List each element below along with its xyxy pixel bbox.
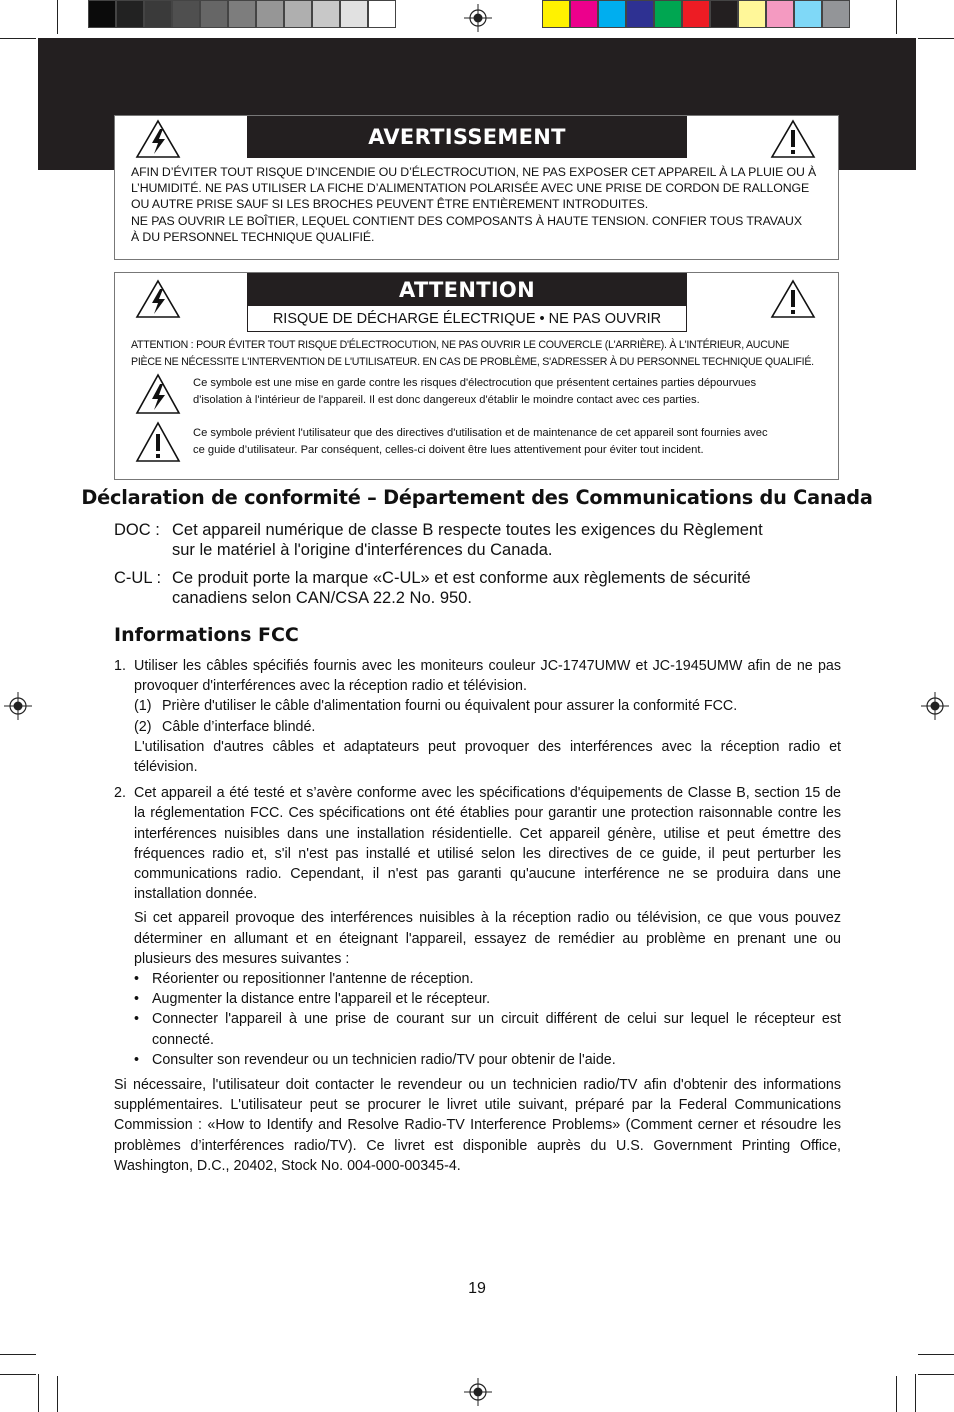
item-number: 1. — [114, 658, 126, 674]
avertissement-line: AFIN D’ÉVITER TOUT RISQUE D’INCENDIE OU D’ÉLECTROCUTION, NE PAS EXPOSER CET APPAREIL À LA PLUIE OU À — [131, 165, 817, 179]
sub-item-number: (2) — [134, 718, 152, 735]
color-swatch — [116, 0, 144, 28]
bullet-text: Augmenter la distance entre l'appareil et le récepteur. — [152, 991, 491, 1008]
color-swatch — [766, 0, 794, 28]
doc-statement — [114, 520, 763, 559]
avertissement-box — [114, 115, 839, 260]
lightning-warning-icon — [135, 119, 181, 159]
avertissement-line: NE PAS OUVRIR LE BOÎTIER, LEQUEL CONTIENT DES COMPOSANTS À HAUTE TENSION. CONFIER TOUS TRAVAUX — [131, 213, 802, 228]
doc-line: sur le matériel à l'origine d'interférences du Canada. — [172, 541, 553, 559]
exclamation-warning-icon — [770, 119, 816, 159]
attention-line: ATTENTION : POUR ÉVITER TOUT RISQUE D'ÉLECTROCUTION, NE PAS OUVRIR LE COUVERCLE (L'ARRIÈRE). À L'INTÉRIEUR, AUCUNE — [131, 339, 790, 351]
crop-mark — [915, 1374, 916, 1412]
registration-mark-icon — [4, 692, 32, 720]
symbol2-line: Ce symbole prévient l'utilisateur que des directives d'utilisation et de maintenance de cet appareil sont fournies avec — [193, 427, 768, 439]
bullet-icon: • — [134, 1011, 140, 1028]
sub-item — [134, 717, 841, 737]
fcc-closing-paragraph: Si nécessaire, l'utilisateur doit contacter le revendeur ou un technicien radio/TV afin d'obtenir des informations supplémentaires. L'utilisateur peut se procurer le livret utile suivant, préparé par la Federal Communications Commission : «How to Identify and Resolve Radio-TV Interference Problems» (Comment cerner et résoudre les problèmes d’interférences radio/TV). Ce livret est disponible auprès du U.S. Government Printing Office, Washington, D.C., 20402, Stock No. 004-000-00345-4. — [114, 1077, 841, 1174]
item-number: 2. — [114, 785, 126, 802]
color-swatch — [822, 0, 850, 28]
bullet-item — [134, 969, 841, 989]
crop-mark — [57, 1376, 58, 1412]
fcc-title: Informations FCC — [114, 624, 299, 646]
crop-mark — [38, 1374, 39, 1412]
bullet-icon: • — [134, 991, 140, 1008]
lightning-warning-icon — [135, 373, 181, 417]
symbol1-line: d'isolation à l'intérieur de l'appareil. Il est donc dangereux d'établir le moindre contact avec ces parties. — [193, 394, 700, 406]
crop-mark — [0, 1374, 36, 1375]
bullet-item — [134, 1050, 841, 1070]
fcc-item-1 — [114, 656, 841, 777]
color-swatch — [312, 0, 340, 28]
crop-mark — [57, 0, 58, 34]
avertissement-line: L’HUMIDITÉ. NE PAS UTILISER LA FICHE D’ALIMENTATION POLARISÉE AVEC UNE PRISE DE CORDON DE RALLONGE — [131, 181, 810, 196]
color-swatch — [626, 0, 654, 28]
bullet-text: Consulter son revendeur ou un technicien radio/TV pour obtenir de l'aide. — [152, 1051, 616, 1068]
color-swatch — [228, 0, 256, 28]
symbol2-description — [193, 425, 818, 459]
color-swatch — [598, 0, 626, 28]
crop-mark — [896, 1376, 897, 1412]
item-text: Utiliser les câbles spécifiés fournis avec les moniteurs couleur JC-1747UMW et JC-1945UMW afin de ne pas provoquer d'interférences avec la réception radio et télévision. — [134, 658, 841, 695]
bullet-icon: • — [134, 1051, 140, 1068]
crop-mark — [918, 1354, 954, 1355]
cul-line: Ce produit porte la marque «C-UL» et est conforme aux règlements de sécurité — [172, 569, 751, 587]
fcc-body — [114, 656, 841, 1176]
sub-item — [134, 696, 841, 716]
gray-calibration-bar — [88, 0, 396, 28]
color-swatch — [172, 0, 200, 28]
item-text: Cet appareil a été testé et s’avère conforme avec les spécifications d'équipements de Classe B, section 15 de la réglementation FCC. Ces spécifications ont été établies pour garantir une protection raisonnable contre les interférences nuisibles dans une installation résidentielle. Cet appareil génère, utilise et peut émettre des fréquences radio et, s'il n'est pas installé et utilisé selon les directives de ce guide, il peut perturber les communications radio. Cependant, il n'est pas garanti qu'aucune interférence ne se produira dans une installation donnée. — [134, 785, 841, 903]
color-swatch — [542, 0, 570, 28]
symbol2-line: ce guide d’utilisateur. Par conséquent, celles-ci doivent être lues attentivement pour éviter tout incident. — [193, 444, 704, 456]
color-swatch — [710, 0, 738, 28]
exclamation-warning-icon — [770, 279, 816, 319]
color-swatch — [368, 0, 396, 28]
symbol1-line: Ce symbole est une mise en garde contre les risques d'électrocution que présentent certaines parties dépourvues — [193, 377, 757, 389]
color-swatch — [88, 0, 116, 28]
color-swatch — [654, 0, 682, 28]
bullet-text: Connecter l'appareil à une prise de courant sur un circuit différent de celui sur lequel le récepteur est connecté. — [152, 1011, 841, 1048]
doc-line: Cet appareil numérique de classe B respecte toutes les exigences du Règlement — [172, 521, 763, 539]
item-text: Si cet appareil provoque des interférences nuisibles à la réception radio ou télévision, ce que vous pouvez déterminer en allumant et en éteignant l'appareil, essayez de remédier au problème en prenant une ou plusieurs des mesures suivantes : — [134, 910, 841, 967]
attention-box — [114, 272, 839, 480]
crop-mark — [0, 1354, 36, 1355]
registration-mark-icon — [464, 4, 492, 32]
avertissement-line: À DU PERSONNEL TECHNIQUE QUALIFIÉ. — [131, 229, 375, 244]
attention-line: PIÈCE NE NÉCESSITE L'INTERVENTION DE L'UTILISATEUR. EN CAS DE PROBLÈME, S'ADRESSER À DU PERSONNEL TECHNIQUE QUALIFIÉ. — [131, 356, 814, 368]
attention-text — [131, 337, 831, 371]
exclamation-warning-icon — [135, 421, 181, 465]
cul-line: canadiens selon CAN/CSA 22.2 No. 950. — [172, 589, 472, 607]
cul-statement — [114, 568, 751, 607]
symbol1-description — [193, 375, 818, 409]
sub-item-number: (1) — [134, 698, 152, 715]
fcc-item-2 — [114, 783, 841, 1070]
crop-mark — [918, 1374, 954, 1375]
page-number: 19 — [468, 1280, 486, 1297]
color-swatch — [340, 0, 368, 28]
crop-mark — [896, 0, 897, 34]
color-swatch — [682, 0, 710, 28]
crop-mark — [918, 38, 954, 39]
color-swatch — [200, 0, 228, 28]
declaration-title: Déclaration de conformité – Département des Communications du Canada — [81, 486, 873, 509]
cul-label: C-UL : — [114, 569, 162, 587]
lightning-warning-icon — [135, 279, 181, 319]
color-swatch — [794, 0, 822, 28]
attention-title: ATTENTION — [247, 273, 687, 306]
bullet-item — [134, 989, 841, 1009]
color-swatch — [256, 0, 284, 28]
color-swatch — [284, 0, 312, 28]
doc-label: DOC : — [114, 521, 160, 539]
registration-mark-icon — [921, 692, 949, 720]
attention-subtitle: RISQUE DE DÉCHARGE ÉLECTRIQUE • NE PAS OUVRIR — [247, 305, 687, 332]
color-swatch — [738, 0, 766, 28]
bullet-text: Réorienter ou repositionner l'antenne de réception. — [152, 971, 474, 988]
doc-text — [172, 520, 812, 560]
sub-item-text: Prière d'utiliser le câble d'alimentation fourni ou équivalent pour assurer la conformité FCC. — [162, 698, 738, 715]
color-swatch — [570, 0, 598, 28]
cul-text — [172, 568, 812, 608]
bullet-item — [134, 1009, 841, 1049]
crop-mark — [0, 38, 36, 39]
color-swatch — [144, 0, 172, 28]
avertissement-line: OU AUTRE PRISE SAUF SI LES BROCHES PEUVENT ÊTRE ENTIÈREMENT INTRODUITES. — [131, 197, 649, 212]
item-text: L'utilisation d'autres câbles et adaptateurs peut provoquer des interférences avec la réception radio et télévision. — [134, 738, 841, 776]
sub-item-text: Câble d’interface blindé. — [162, 718, 316, 735]
avertissement-text — [131, 164, 831, 245]
registration-mark-icon — [464, 1378, 492, 1406]
avertissement-title: AVERTISSEMENT — [247, 116, 687, 158]
bullet-icon: • — [134, 971, 140, 988]
color-calibration-bar — [542, 0, 850, 28]
